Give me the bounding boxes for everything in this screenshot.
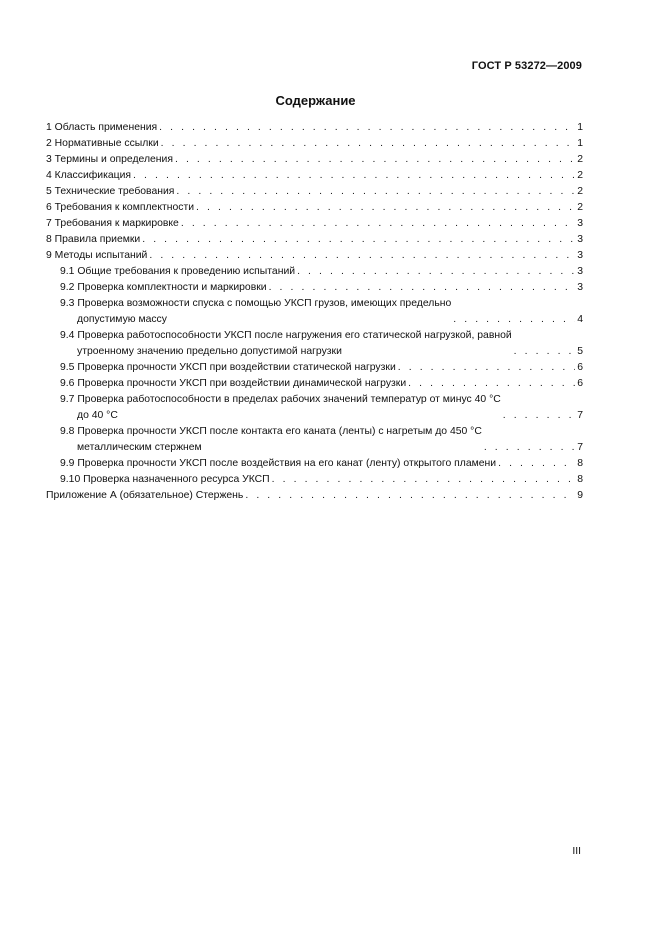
toc-entry-label — [46, 200, 194, 216]
toc-entry-page: 9 — [577, 490, 583, 501]
toc-title: Содержание — [275, 93, 356, 108]
dot-leader — [181, 216, 575, 232]
toc-entry-label — [46, 232, 140, 248]
toc-entry-line: 3 Термины и определения — [46, 154, 173, 165]
toc-entry-line: 9.9 Проверка прочности УКСП после воздействия на его канат (ленту) открытого пламени — [60, 458, 497, 469]
toc-entry-line: 7 Требования к маркировке — [46, 218, 179, 229]
toc-entry-line: 9.2 Проверка комплектности и маркировки — [60, 282, 267, 293]
table-of-contents — [46, 120, 583, 504]
dot-leader — [398, 360, 575, 376]
toc-entry-line: 4 Классификация — [46, 170, 132, 181]
toc-entry-page: 2 — [577, 202, 583, 213]
toc-entry-page: 3 — [577, 234, 583, 245]
page-number: III — [572, 846, 581, 857]
toc-entry — [46, 120, 583, 136]
toc-entry-label — [60, 456, 496, 472]
toc-entry-line: 9.4 Проверка работоспособности УКСП после нагружения его статической нагрузкой, равной — [60, 330, 512, 341]
toc-entry-label — [46, 152, 173, 168]
toc-entry — [46, 376, 583, 392]
toc-entry-label — [60, 296, 451, 328]
toc-entry — [46, 232, 583, 248]
dot-leader — [159, 120, 575, 136]
toc-entry-line: 2 Нормативные ссылки — [46, 138, 159, 149]
toc-entry-page: 7 — [577, 442, 583, 453]
toc-entry-line: металлическим стержнем — [77, 442, 202, 453]
toc-entry-label — [60, 392, 501, 424]
toc-entry — [46, 248, 583, 264]
toc-entry-page: 6 — [577, 378, 583, 389]
dot-leader — [196, 200, 575, 216]
toc-entry-page: 3 — [577, 218, 583, 229]
toc-entry — [46, 216, 583, 232]
toc-entry-page: 3 — [577, 266, 583, 277]
toc-entry-line: допустимую массу — [77, 314, 167, 325]
toc-entry-label — [60, 424, 482, 456]
toc-entry-line: утроенному значению предельно допустимой нагрузки — [77, 346, 342, 357]
toc-entry-line: 5 Технические требования — [46, 186, 175, 197]
toc-entry-line: 8 Правила приемки — [46, 234, 141, 245]
toc-entry — [46, 472, 583, 488]
toc-entry-page: 5 — [577, 346, 583, 357]
toc-entry-line: Приложение А (обязательное) Стержень — [46, 490, 244, 501]
dot-leader — [484, 440, 575, 456]
toc-entry-line: 6 Требования к комплектности — [46, 202, 195, 213]
dot-leader — [503, 408, 575, 424]
toc-entry — [46, 392, 583, 424]
toc-entry-line: 9.6 Проверка прочности УКСП при воздействии динамической нагрузки — [60, 378, 407, 389]
toc-entry-line: 9.1 Общие требования к проведению испытаний — [60, 266, 296, 277]
dot-leader — [272, 472, 575, 488]
dot-leader — [161, 136, 575, 152]
toc-entry-page: 8 — [577, 458, 583, 469]
toc-entry-page: 2 — [577, 170, 583, 181]
toc-entry-line: 9.7 Проверка работоспособности в пределах рабочих значений температур от минус 40 °С — [60, 394, 501, 405]
toc-entry-label — [60, 328, 512, 360]
toc-entry-page: 6 — [577, 362, 583, 373]
dot-leader — [514, 344, 575, 360]
toc-entry — [46, 168, 583, 184]
toc-entry-label — [46, 248, 147, 264]
toc-entry-line: 9.8 Проверка прочности УКСП после контакта его каната (ленты) с нагретым до 450 °С — [60, 426, 482, 437]
dot-leader — [453, 312, 575, 328]
toc-entry-line: до 40 °С — [77, 410, 118, 421]
toc-entry-line: 9.10 Проверка назначенного ресурса УКСП — [60, 474, 270, 485]
dot-leader — [175, 152, 575, 168]
dot-leader — [176, 184, 575, 200]
toc-entry-line: 1 Область применения — [46, 122, 158, 133]
dot-leader — [149, 248, 575, 264]
dot-leader — [269, 280, 575, 296]
toc-entry — [46, 296, 583, 328]
toc-entry-label — [60, 376, 406, 392]
toc-entry — [46, 488, 583, 504]
dot-leader — [245, 488, 575, 504]
toc-entry-label — [60, 472, 270, 488]
toc-entry-label — [46, 184, 174, 200]
toc-entry-page: 3 — [577, 250, 583, 261]
dot-leader — [408, 376, 575, 392]
toc-entry — [46, 424, 583, 456]
toc-entry — [46, 136, 583, 152]
toc-entry — [46, 456, 583, 472]
toc-entry-label — [46, 488, 243, 504]
toc-entry — [46, 264, 583, 280]
document-code: ГОСТ Р 53272—2009 — [471, 60, 582, 72]
toc-entry-page: 8 — [577, 474, 583, 485]
toc-entry-label — [46, 168, 131, 184]
toc-entry-page: 1 — [577, 122, 583, 133]
toc-entry — [46, 184, 583, 200]
toc-entry-label — [60, 360, 396, 376]
toc-entry-label — [46, 216, 179, 232]
dot-leader — [142, 232, 575, 248]
toc-entry-page: 2 — [577, 186, 583, 197]
toc-entry — [46, 280, 583, 296]
toc-entry-label — [46, 136, 159, 152]
toc-entry — [46, 328, 583, 360]
toc-entry-page: 2 — [577, 154, 583, 165]
dot-leader — [297, 264, 575, 280]
dot-leader — [133, 168, 575, 184]
toc-entry-page: 1 — [577, 138, 583, 149]
dot-leader — [498, 456, 575, 472]
toc-entry-line: 9 Методы испытаний — [46, 250, 148, 261]
toc-entry-page: 7 — [577, 410, 583, 421]
toc-entry-line: 9.3 Проверка возможности спуска с помощью УКСП грузов, имеющих предельно — [60, 298, 452, 309]
toc-entry-label — [60, 280, 267, 296]
toc-entry — [46, 360, 583, 376]
toc-entry — [46, 152, 583, 168]
toc-entry-label — [60, 264, 295, 280]
toc-entry-page: 3 — [577, 282, 583, 293]
toc-entry-label — [46, 120, 157, 136]
toc-entry-page: 4 — [577, 314, 583, 325]
toc-entry-line: 9.5 Проверка прочности УКСП при воздействии статической нагрузки — [60, 362, 396, 373]
toc-entry — [46, 200, 583, 216]
